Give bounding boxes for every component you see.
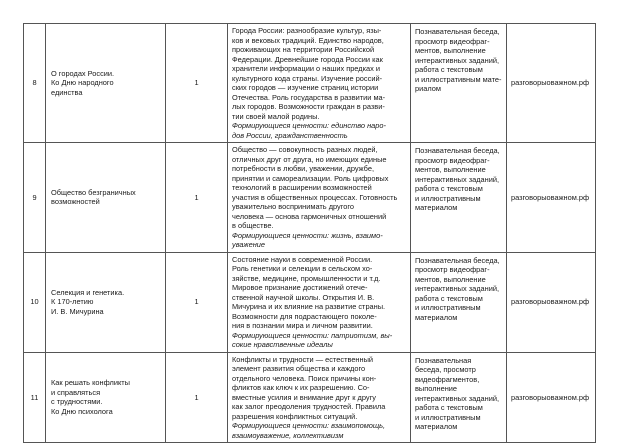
values-line: дов России, гражданственность [232, 130, 348, 140]
content-cell [228, 24, 411, 143]
row-number: 8 [24, 24, 46, 143]
activity-cell [411, 143, 507, 253]
site-link[interactable]: разговорыоважном.рф [507, 143, 596, 253]
content-line: Роль генетики и селекции в сельском хо- [232, 264, 373, 273]
content-line: отличных друг от друга, но имеющих единые [232, 154, 387, 164]
table-row [24, 24, 596, 143]
content-line: элемент развития общества и каждого [232, 364, 366, 373]
activity-line: выполнение [415, 384, 458, 393]
content-line: Отечества. Роль государства в развитии ма- [232, 92, 386, 102]
topic-line: Селекция и генетика. [51, 287, 125, 297]
topic-cell [46, 24, 166, 143]
content-line: человека — основа гармоничных отношений [232, 211, 387, 221]
topic-line: и справляться [51, 387, 101, 397]
topic-line: Ко Дню народного [51, 78, 114, 88]
activity-line: ментов, выполнение [415, 165, 486, 174]
activity-line: Познавательная [415, 355, 472, 365]
activity-line: ментов, выполнение [415, 46, 486, 55]
activity-line: интерактивных заданий, [415, 393, 500, 403]
activity-cell [411, 24, 507, 143]
topic-line: возможностей [51, 197, 100, 207]
activity-line: видеофрагментов, [415, 374, 480, 384]
content-line: принятии и самореализации. Роль цифровых [232, 173, 389, 183]
activity-line: Познавательная беседа, [415, 255, 500, 265]
activity-line: Познавательная беседа, [415, 146, 500, 155]
hours-cell: 1 [166, 352, 228, 443]
activity-line: просмотр видеофраг- [415, 265, 490, 274]
content-line: Мичурина и их влияние на развитие страны. [232, 302, 386, 311]
activity-cell [411, 352, 507, 443]
table-row [24, 252, 596, 352]
row-number: 10 [24, 252, 46, 352]
topic-cell [46, 143, 166, 253]
content-line: как залог преодоления трудностей. Правила [232, 402, 386, 411]
activity-line: риалом [415, 84, 441, 93]
content-line: потребности в любви, уважении, дружбе, [232, 164, 374, 173]
row-number: 9 [24, 143, 46, 253]
content-line: Общество — совокупность разных людей, [232, 145, 378, 154]
content-line: ния в познании мира и личном развитии. [232, 321, 373, 330]
content-line: фликтов как ключ к их разрешению. Со- [232, 383, 370, 392]
content-line: хранители информации о наших предках и [232, 64, 380, 73]
hours-cell: 1 [166, 252, 228, 352]
activity-line: Познавательная беседа, [415, 27, 500, 36]
activity-line: просмотр видеофраг- [415, 155, 490, 165]
activity-line: работа с текстовым [415, 184, 483, 193]
activity-line: ментов, выполнение [415, 274, 486, 284]
values-line: сокие нравственные идеалы [232, 340, 333, 349]
site-link[interactable]: разговорыоважном.рф [507, 352, 596, 443]
activity-line: и иллюстративным [415, 193, 481, 203]
content-line: проживающих на территории Российской [232, 45, 375, 54]
content-line: участия в общественных процессах. Готовность [232, 192, 398, 202]
topic-line: единства [51, 87, 83, 97]
topic-cell [46, 252, 166, 352]
content-line: в обществе. [232, 221, 274, 230]
content-line: лых городов. Возможности граждан в разви- [232, 102, 385, 111]
topic-line: Ко Дню психолога [51, 406, 113, 416]
content-line: разрешения конфликтных ситуаций. [232, 411, 358, 421]
content-line: ских городов — изучение страниц истории [232, 83, 379, 92]
topic-line: Как решать конфликты [51, 378, 130, 388]
activity-line: просмотр видеофраг- [415, 36, 490, 46]
values-line: взаимоуважение, коллективизм [232, 430, 344, 440]
topic-line: К 170-летию [51, 297, 94, 307]
content-line: отдельного человека. Поиск причины кон- [232, 373, 377, 383]
content-line: тии своей малой родины. [232, 111, 320, 121]
values-line: Формирующиеся ценности: патриотизм, вы- [232, 330, 393, 340]
curriculum-table [23, 23, 596, 443]
activity-line: и иллюстративным мате- [415, 74, 502, 84]
topic-line: О городах России. [51, 68, 115, 78]
values-line: уважение [232, 240, 265, 249]
values-line: Формирующиеся ценности: взаимопомощь, [232, 421, 386, 430]
row-number: 11 [24, 352, 46, 443]
activity-line: работа с текстовым [415, 65, 483, 74]
table-body [24, 24, 596, 443]
content-line: Мировое признание достижений отече- [232, 283, 368, 292]
table-row [24, 143, 596, 253]
site-link[interactable]: разговорыоважном.рф [507, 252, 596, 352]
content-line: Города России: разнообразие культур, язы- [232, 26, 382, 35]
hours-cell: 1 [166, 143, 228, 253]
activity-line: беседа, просмотр [415, 365, 476, 374]
topic-line: с трудностями. [51, 397, 103, 407]
content-line: вместные усилия и внимание друг к другу [232, 392, 376, 402]
content-line: Конфликты и трудности — естественный [232, 354, 374, 364]
activity-line: материалом [415, 203, 458, 212]
content-cell [228, 252, 411, 352]
activity-line: интерактивных заданий, [415, 55, 500, 65]
table-row [24, 352, 596, 443]
content-line: культурного кода страны. Изучение россий- [232, 73, 383, 83]
activity-line: материалом [415, 312, 458, 322]
activity-line: интерактивных заданий, [415, 174, 500, 184]
content-line: технологий в расширении возможностей [232, 183, 372, 192]
topic-line: И. В. Мичурина [51, 306, 104, 316]
values-line: Формирующиеся ценности: жизнь, взаимо- [232, 230, 383, 240]
content-cell [228, 143, 411, 253]
activity-line: работа с текстовым [415, 293, 483, 303]
values-line: Формирующиеся ценности: единство наро- [232, 121, 386, 130]
content-line: Федерации. Древнейшие города России как [232, 54, 383, 64]
activity-line: и иллюстративным [415, 412, 481, 422]
content-line: зяйстве, медицине, промышленности и т.д. [232, 273, 381, 283]
topic-cell [46, 352, 166, 443]
content-line: уважительно воспринимать другого [232, 202, 355, 211]
topic-line: Общество безграничных [51, 187, 136, 197]
content-line: Возможности для подрастающего поколе- [232, 311, 377, 321]
content-cell [228, 352, 411, 443]
activity-line: интерактивных заданий, [415, 284, 500, 293]
activity-line: работа с текстовым [415, 403, 483, 412]
site-link[interactable]: разговорыоважном.рф [507, 24, 596, 143]
activity-line: материалом [415, 422, 458, 431]
activity-cell [411, 252, 507, 352]
activity-line: и иллюстративным [415, 303, 481, 312]
content-line: Состояние науки в современной России. [232, 254, 373, 264]
hours-cell: 1 [166, 24, 228, 143]
content-line: ственной научной школы. Открытия И. В. [232, 292, 375, 302]
content-line: ков и вековых традиций. Единство народов, [232, 35, 384, 45]
